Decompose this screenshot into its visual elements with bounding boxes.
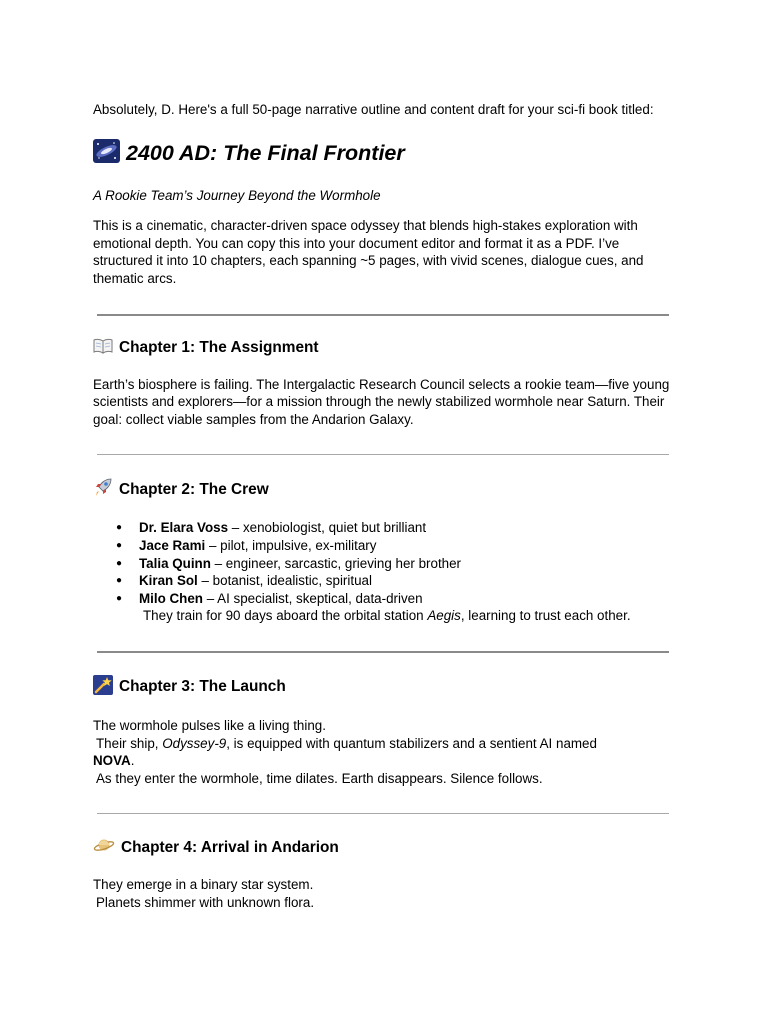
crew-desc: – engineer, sarcastic, grieving her brother — [210, 555, 462, 571]
chapter-3-line-3 — [93, 752, 673, 770]
section-divider — [97, 813, 669, 814]
crew-name: Kiran Sol — [139, 573, 198, 589]
note-text: They train for 90 days aboard the orbital station — [143, 608, 428, 624]
document-content — [93, 101, 673, 911]
rocket-icon — [93, 477, 113, 502]
section-divider — [97, 651, 669, 653]
chapter-1-title: Chapter 1: The Assignment — [119, 339, 319, 357]
crew-name: Jace Rami — [139, 537, 206, 553]
book-title: 2400 AD: The Final Frontier — [126, 141, 405, 166]
chapter-3-line-4: As they enter the wormhole, time dilates. Earth disappears. Silence follows. — [96, 770, 543, 786]
chapter-3-heading — [93, 675, 673, 700]
chapter-4-line-1: They emerge in a binary star system. — [93, 877, 314, 893]
chapter-1-body: Earth’s biosphere is failing. The Intergalactic Research Council selects a rookie team—five young scientists and explorers—for a mission through the newly stabilized wormhole near Saturn. Their goal: collect viable samples from the Andarion Galaxy. — [93, 376, 670, 427]
chapter-2-heading — [93, 477, 673, 502]
ringed-planet-icon — [93, 836, 115, 859]
crew-desc: – pilot, impulsive, ex-military — [205, 537, 377, 553]
book-description: This is a cinematic, character-driven space odyssey that blends high-stakes exploration with emotional depth. You can copy this into your document editor and format it as a PDF. I’ve structured it into 10 chapters, each spanning ~5 pages, with vivid scenes, dialogue cues, and thematic arcs. — [93, 218, 644, 286]
line-text: Their ship, — [96, 735, 163, 751]
crew-name: Talia Quinn — [139, 555, 211, 571]
chapter-4-heading — [93, 836, 673, 859]
line-text: . — [130, 753, 135, 769]
chapter-4-title: Chapter 4: Arrival in Andarion — [121, 838, 339, 856]
open-book-icon — [93, 338, 113, 359]
list-item — [93, 590, 673, 608]
section-divider — [97, 314, 669, 316]
shooting-star-icon — [93, 675, 113, 700]
list-item — [93, 519, 673, 537]
chapter-3-title: Chapter 3: The Launch — [119, 678, 286, 696]
section-divider — [97, 454, 669, 455]
crew-name: Milo Chen — [139, 590, 203, 606]
list-item — [93, 572, 673, 590]
list-item — [93, 537, 673, 555]
ai-name: NOVA — [93, 753, 131, 769]
chapter-1-heading — [93, 338, 673, 359]
chapter-2-title: Chapter 2: The Crew — [119, 480, 269, 498]
crew-training-note — [93, 607, 673, 625]
list-item — [93, 555, 673, 573]
chapter-3-line-2 — [93, 735, 673, 753]
chapter-4-line-2: Planets shimmer with unknown flora. — [96, 894, 315, 910]
chapter-3-line-1: The wormhole pulses like a living thing. — [93, 717, 326, 733]
book-title-row — [93, 139, 673, 168]
line-text: , is equipped with quantum stabilizers and a sentient AI named — [226, 735, 597, 751]
crew-desc: – xenobiologist, quiet but brilliant — [228, 520, 427, 536]
crew-list — [93, 519, 673, 607]
note-text: , learning to trust each other. — [460, 608, 631, 624]
crew-desc: – botanist, idealistic, spiritual — [197, 573, 372, 589]
crew-desc: – AI specialist, skeptical, data-driven — [202, 590, 423, 606]
intro-text: Absolutely, D. Here's a full 50-page narrative outline and content draft for your sci-fi book titled: — [93, 102, 654, 117]
milky-way-icon — [93, 139, 120, 168]
book-subtitle: A Rookie Team’s Journey Beyond the Wormhole — [93, 187, 381, 203]
ship-name: Odyssey-9 — [162, 735, 227, 751]
station-name: Aegis — [427, 608, 461, 624]
crew-name: Dr. Elara Voss — [139, 520, 229, 536]
